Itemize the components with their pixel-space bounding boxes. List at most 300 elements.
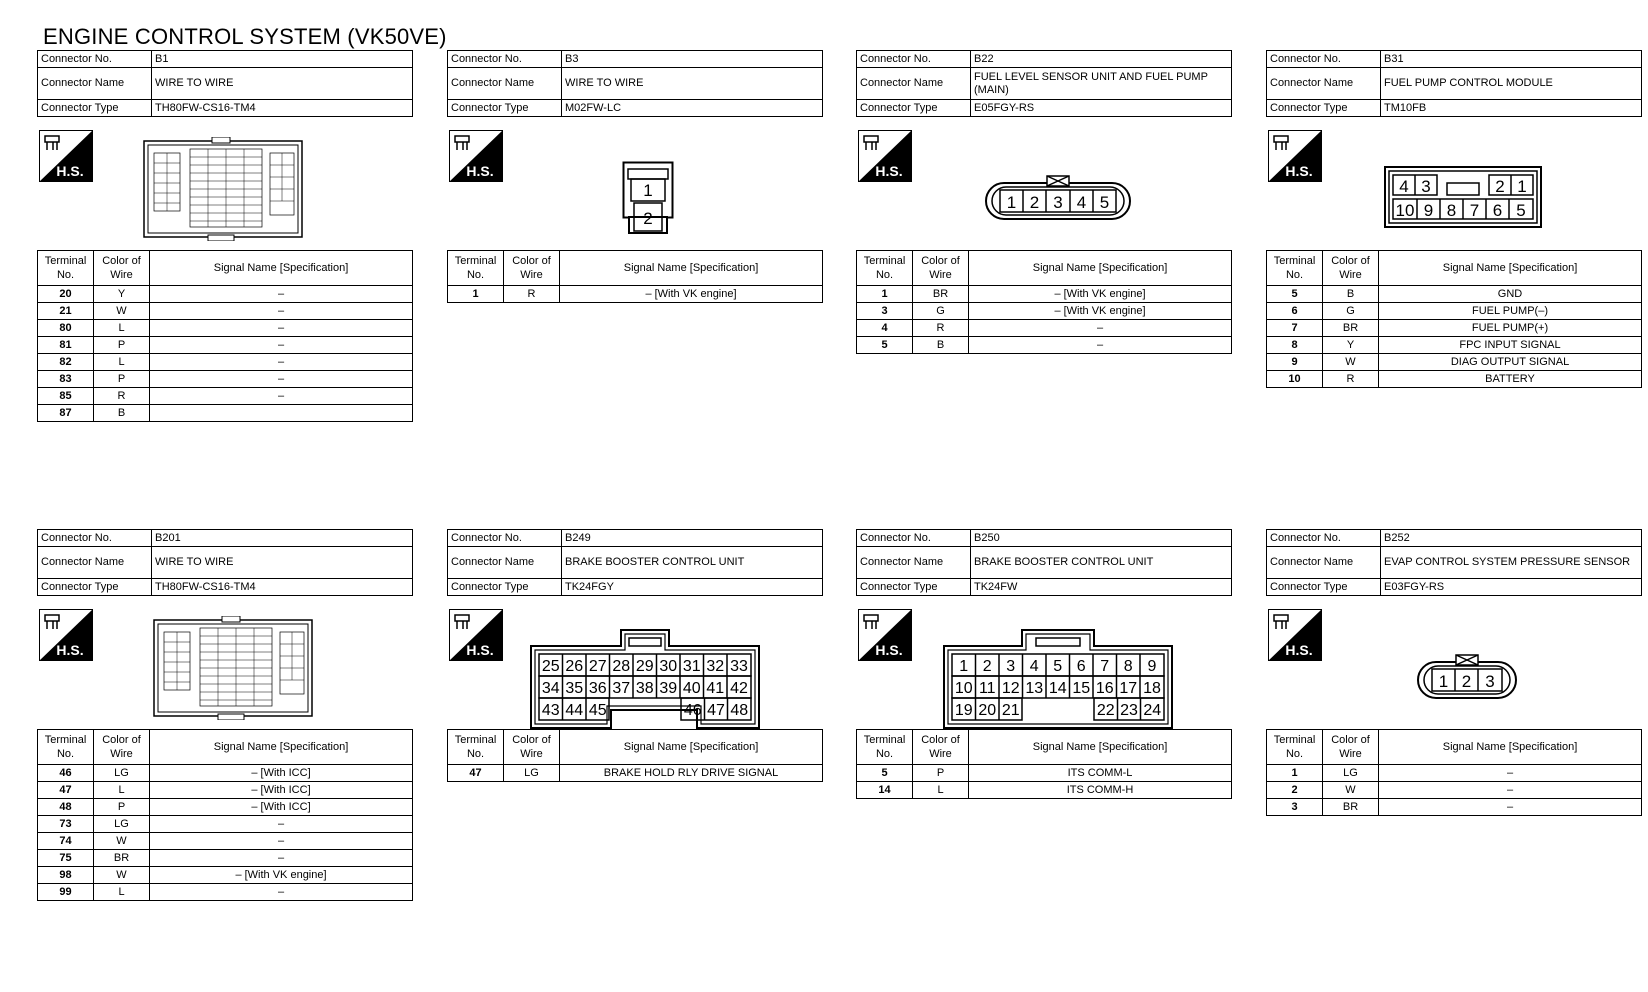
connector-no-value: B250 [971,530,1232,547]
connector-name-label: Connector Name [448,547,562,579]
col-signal-name: Signal Name [Specification] [150,251,413,286]
terminal-no: 81 [38,337,94,354]
wire-color: BR [1323,799,1379,816]
terminal-no: 87 [38,405,94,422]
terminal-no: 8 [1267,337,1323,354]
col-color-of-wire: Color of Wire [94,730,150,765]
connector-face-b22 [984,175,1132,221]
signal-name: – [150,833,413,850]
terminal-no: 3 [857,303,913,320]
connector-no-label: Connector No. [448,51,562,68]
signal-name: – [150,816,413,833]
connector-type-label: Connector Type [448,100,562,117]
pin-label: 5 [1053,658,1063,675]
wire-color: BR [94,850,150,867]
connector-panel-b250 [856,529,1232,796]
table-row [38,884,413,901]
signal-table [856,250,1232,354]
connector-face-b249 [529,626,761,730]
pin-label: 9 [1423,201,1434,220]
wire-color: W [94,303,150,320]
page-title: ENGINE CONTROL SYSTEM (VK50VE) [43,24,447,49]
connector-no-value: B1 [152,51,413,68]
pin-label: 2 [982,658,992,675]
pin-label: 1 [959,658,969,675]
signal-name: – [150,388,413,405]
col-signal-name: Signal Name [Specification] [560,730,823,765]
connector-name-value: FUEL PUMP CONTROL MODULE [1381,68,1642,100]
terminal-no: 6 [1267,303,1323,320]
signal-name: – [With VK engine] [560,286,823,303]
hs-label: H.S. [1285,163,1313,179]
connector-panel-b31 [1266,50,1642,385]
hs-label: H.S. [1285,642,1313,658]
connector-header [856,529,1232,596]
pin-label: 7 [1100,658,1110,675]
wire-color: LG [94,816,150,833]
signal-name: ITS COMM-L [969,765,1232,782]
terminal-no: 80 [38,320,94,337]
wire-color: W [1323,782,1379,799]
signal-table [37,729,413,901]
connector-type-label: Connector Type [857,579,971,596]
connector-name-label: Connector Name [38,68,152,100]
connector-header [37,50,413,117]
wire-color: L [94,782,150,799]
col-terminal-no: Terminal No. [857,730,913,765]
connector-panel-b201 [37,529,413,898]
table-row [857,782,1232,799]
terminal-no: 20 [38,286,94,303]
connector-name-value: EVAP CONTROL SYSTEM PRESSURE SENSOR [1381,547,1642,579]
pin-label: 15 [1072,680,1091,697]
pin-label: 45 [588,702,607,719]
wire-color: W [94,833,150,850]
table-row [38,303,413,320]
terminal-no: 73 [38,816,94,833]
harness-side-icon [449,609,503,661]
connector-name-label: Connector Name [1267,547,1381,579]
connector-panel-b22 [856,50,1232,351]
pin-label: 40 [682,680,701,697]
col-color-of-wire: Color of Wire [504,251,560,286]
terminal-no: 85 [38,388,94,405]
pin-label: 2 [1495,177,1505,196]
table-row [857,337,1232,354]
connector-name-value: FUEL LEVEL SENSOR UNIT AND FUEL PUMP (MAIN) [971,68,1232,100]
pin-label: 25 [541,658,560,675]
hs-label: H.S. [56,642,84,658]
wire-color: LG [1323,765,1379,782]
connector-type-value: E05FGY-RS [971,100,1232,117]
wire-color: Y [1323,337,1379,354]
signal-table [1266,250,1642,388]
terminal-no: 10 [1267,371,1323,388]
wire-color: LG [504,765,560,782]
pin-label: 30 [659,658,678,675]
col-signal-name: Signal Name [Specification] [150,730,413,765]
signal-table-header [1267,251,1642,286]
pin-label: 29 [635,658,654,675]
col-color-of-wire: Color of Wire [913,251,969,286]
col-color-of-wire: Color of Wire [913,730,969,765]
terminal-no: 4 [857,320,913,337]
terminal-no: 5 [857,765,913,782]
table-row [38,782,413,799]
table-row [38,371,413,388]
connector-type-label: Connector Type [38,100,152,117]
pin-label: 27 [588,658,607,675]
col-color-of-wire: Color of Wire [1323,730,1379,765]
signal-name: – [1379,799,1642,816]
table-row [38,833,413,850]
wire-color: BR [913,286,969,303]
signal-name: – [With ICC] [150,765,413,782]
pin-label: 3 [1006,658,1016,675]
wire-color: G [913,303,969,320]
pin-label: 2 [1461,672,1472,691]
wire-color: L [94,320,150,337]
connector-face-b1 [142,137,304,241]
signal-table-header [857,730,1232,765]
connector-name-value: BRAKE BOOSTER CONTROL UNIT [971,547,1232,579]
connector-type-value: TH80FW-CS16-TM4 [152,100,413,117]
table-row [448,765,823,782]
connector-type-value: TH80FW-CS16-TM4 [152,579,413,596]
pin-label: 7 [1469,201,1480,220]
terminal-no: 21 [38,303,94,320]
terminal-no: 74 [38,833,94,850]
wire-color: L [94,884,150,901]
connector-no-value: B249 [562,530,823,547]
col-color-of-wire: Color of Wire [504,730,560,765]
table-row [857,303,1232,320]
table-row [38,286,413,303]
terminal-no: 1 [448,286,504,303]
col-signal-name: Signal Name [Specification] [969,730,1232,765]
pin-label: 6 [1076,658,1086,675]
col-color-of-wire: Color of Wire [94,251,150,286]
table-row [38,799,413,816]
table-row [38,337,413,354]
pin-label: 6 [1492,201,1503,220]
pin-label: 34 [541,680,560,697]
pin-label: 17 [1119,680,1138,697]
signal-table [1266,729,1642,816]
pin-label: 22 [1096,702,1115,719]
pin-label: 38 [635,680,654,697]
hs-label: H.S. [466,642,494,658]
signal-table-header [1267,730,1642,765]
pin-label: 1 [1438,672,1449,691]
wire-color: B [913,337,969,354]
col-terminal-no: Terminal No. [1267,251,1323,286]
pin-label: 37 [612,680,631,697]
signal-table-header [857,251,1232,286]
connector-no-label: Connector No. [1267,530,1381,547]
connector-face-b31 [1383,165,1543,229]
wire-color: P [94,371,150,388]
col-terminal-no: Terminal No. [38,251,94,286]
pin-label: 28 [612,658,631,675]
wire-color: G [1323,303,1379,320]
connector-face-b201 [152,616,314,720]
table-row [38,354,413,371]
connector-type-value: M02FW-LC [562,100,823,117]
col-terminal-no: Terminal No. [857,251,913,286]
pin-label: 18 [1143,680,1161,697]
terminal-no: 5 [857,337,913,354]
signal-name: FUEL PUMP(–) [1379,303,1642,320]
signal-table-header [38,251,413,286]
pin-label: 4 [1076,193,1087,212]
hs-label: H.S. [875,163,903,179]
wire-color: P [94,799,150,816]
pin-label: 10 [954,680,973,697]
signal-name: ITS COMM-H [969,782,1232,799]
terminal-no: 1 [1267,765,1323,782]
connector-name-label: Connector Name [448,68,562,100]
signal-table-header [38,730,413,765]
terminal-no: 83 [38,371,94,388]
pin-label: 9 [1147,658,1157,675]
pin-label: 32 [706,658,725,675]
connector-header [37,529,413,596]
pin-label: 46 [683,702,702,719]
connector-no-value: B252 [1381,530,1642,547]
table-row [1267,354,1642,371]
terminal-no: 2 [1267,782,1323,799]
signal-name: – [969,337,1232,354]
connector-no-label: Connector No. [857,51,971,68]
connector-header [447,50,823,117]
table-row [1267,303,1642,320]
connector-header [856,50,1232,117]
terminal-no: 5 [1267,286,1323,303]
connector-type-label: Connector Type [857,100,971,117]
connector-no-value: B22 [971,51,1232,68]
connector-no-label: Connector No. [448,530,562,547]
signal-name: – [1379,765,1642,782]
terminal-no: 47 [448,765,504,782]
signal-name: – [150,320,413,337]
signal-name: – [With VK engine] [969,303,1232,320]
pin-label: 20 [978,702,997,719]
connector-name-value: BRAKE BOOSTER CONTROL UNIT [562,547,823,579]
signal-name: – [150,286,413,303]
terminal-no: 47 [38,782,94,799]
wire-color: W [1323,354,1379,371]
wire-color: L [94,354,150,371]
table-row [857,320,1232,337]
terminal-no: 98 [38,867,94,884]
wire-color: L [913,782,969,799]
signal-name: – [150,354,413,371]
wire-color: P [913,765,969,782]
wire-color: W [94,867,150,884]
terminal-no: 75 [38,850,94,867]
connector-no-value: B31 [1381,51,1642,68]
connector-type-value: TK24FW [971,579,1232,596]
pin-label: 5 [1516,201,1526,220]
table-row [1267,765,1642,782]
pin-label: 12 [1001,680,1020,697]
harness-side-icon [1268,609,1322,661]
pin-label: 16 [1095,680,1114,697]
connector-panel-b252 [1266,529,1642,813]
pin-label: 33 [730,658,748,675]
connector-type-value: TM10FB [1381,100,1642,117]
pin-label: 3 [1053,193,1063,212]
connector-type-label: Connector Type [1267,100,1381,117]
col-terminal-no: Terminal No. [448,251,504,286]
col-signal-name: Signal Name [Specification] [560,251,823,286]
connector-panel-b3 [447,50,823,300]
table-row [38,816,413,833]
connector-name-value: WIRE TO WIRE [152,547,413,579]
hs-label: H.S. [56,163,84,179]
wire-color: B [1323,286,1379,303]
wire-color: BR [1323,320,1379,337]
pin-label: 1 [1006,193,1017,212]
table-row [1267,782,1642,799]
pin-label: 35 [565,680,584,697]
signal-name [150,405,413,422]
signal-name: – [150,371,413,388]
wire-color: Y [94,286,150,303]
connector-panel-b1 [37,50,413,419]
connector-panel-b249 [447,529,823,779]
harness-side-icon [1268,130,1322,182]
hs-label: H.S. [875,642,903,658]
signal-name: BATTERY [1379,371,1642,388]
signal-name: – [With VK engine] [969,286,1232,303]
table-row [857,286,1232,303]
wire-color: P [94,337,150,354]
signal-name: BRAKE HOLD RLY DRIVE SIGNAL [560,765,823,782]
table-row [1267,320,1642,337]
wire-color: R [504,286,560,303]
table-row [1267,337,1642,354]
signal-name: – [With ICC] [150,799,413,816]
signal-name: FPC INPUT SIGNAL [1379,337,1642,354]
terminal-no: 82 [38,354,94,371]
table-row [38,405,413,422]
connector-type-label: Connector Type [448,579,562,596]
signal-name: GND [1379,286,1642,303]
pin-label: 24 [1143,702,1162,719]
terminal-no: 1 [857,286,913,303]
terminal-no: 46 [38,765,94,782]
signal-table [856,729,1232,799]
pin-label: 13 [1025,680,1044,697]
pin-label: 48 [730,702,749,719]
connector-type-value: TK24FGY [562,579,823,596]
pin-label: 36 [588,680,607,697]
pin-label: 5 [1099,193,1110,212]
connector-name-value: WIRE TO WIRE [562,68,823,100]
terminal-no: 48 [38,799,94,816]
harness-side-icon [39,609,93,661]
col-color-of-wire: Color of Wire [1323,251,1379,286]
connector-header [1266,529,1642,596]
pin-label: 14 [1048,680,1067,697]
table-row [1267,371,1642,388]
connector-type-label: Connector Type [1267,579,1381,596]
connector-no-label: Connector No. [1267,51,1381,68]
wire-color: R [94,388,150,405]
connector-name-label: Connector Name [857,547,971,579]
signal-name: – [150,884,413,901]
table-row [38,765,413,782]
signal-table-header [448,730,823,765]
connector-name-label: Connector Name [1267,68,1381,100]
connector-face-b252 [1416,654,1518,700]
pin-label: 43 [541,702,560,719]
connector-no-label: Connector No. [38,51,152,68]
table-row [38,867,413,884]
pin-label: 8 [1446,201,1457,220]
wire-color: B [94,405,150,422]
pin-label: 31 [682,658,701,675]
table-row [38,850,413,867]
pin-label: 2 [643,209,653,228]
connector-name-label: Connector Name [857,68,971,100]
signal-name: DIAG OUTPUT SIGNAL [1379,354,1642,371]
signal-name: – [150,850,413,867]
pin-label: 11 [978,680,996,697]
signal-name: – [With VK engine] [150,867,413,884]
terminal-no: 7 [1267,320,1323,337]
connector-face-b250 [942,626,1174,730]
signal-name: – [With ICC] [150,782,413,799]
table-row [857,765,1232,782]
col-signal-name: Signal Name [Specification] [969,251,1232,286]
table-row [1267,286,1642,303]
harness-side-icon [858,130,912,182]
pin-label: 2 [1029,193,1040,212]
terminal-no: 14 [857,782,913,799]
col-signal-name: Signal Name [Specification] [1379,251,1642,286]
pin-label: 1 [1517,177,1527,196]
pin-label: 44 [565,702,584,719]
harness-side-icon [449,130,503,182]
pin-label: 42 [730,680,748,697]
table-row [448,286,823,303]
pin-label: 4 [1029,658,1039,675]
harness-side-icon [39,130,93,182]
table-row [38,388,413,405]
pin-label: 47 [707,702,725,719]
terminal-no: 3 [1267,799,1323,816]
col-terminal-no: Terminal No. [38,730,94,765]
signal-table [447,250,823,303]
col-signal-name: Signal Name [Specification] [1379,730,1642,765]
signal-name: FUEL PUMP(+) [1379,320,1642,337]
terminal-no: 9 [1267,354,1323,371]
signal-table [37,250,413,422]
pin-label: 3 [1421,177,1431,196]
connector-header [1266,50,1642,117]
table-row [38,320,413,337]
connector-no-label: Connector No. [857,530,971,547]
signal-name: – [969,320,1232,337]
pin-label: 41 [706,680,725,697]
pin-label: 21 [1001,702,1020,719]
connector-header [447,529,823,596]
pin-label: 8 [1123,658,1133,675]
pin-label: 26 [565,658,584,675]
